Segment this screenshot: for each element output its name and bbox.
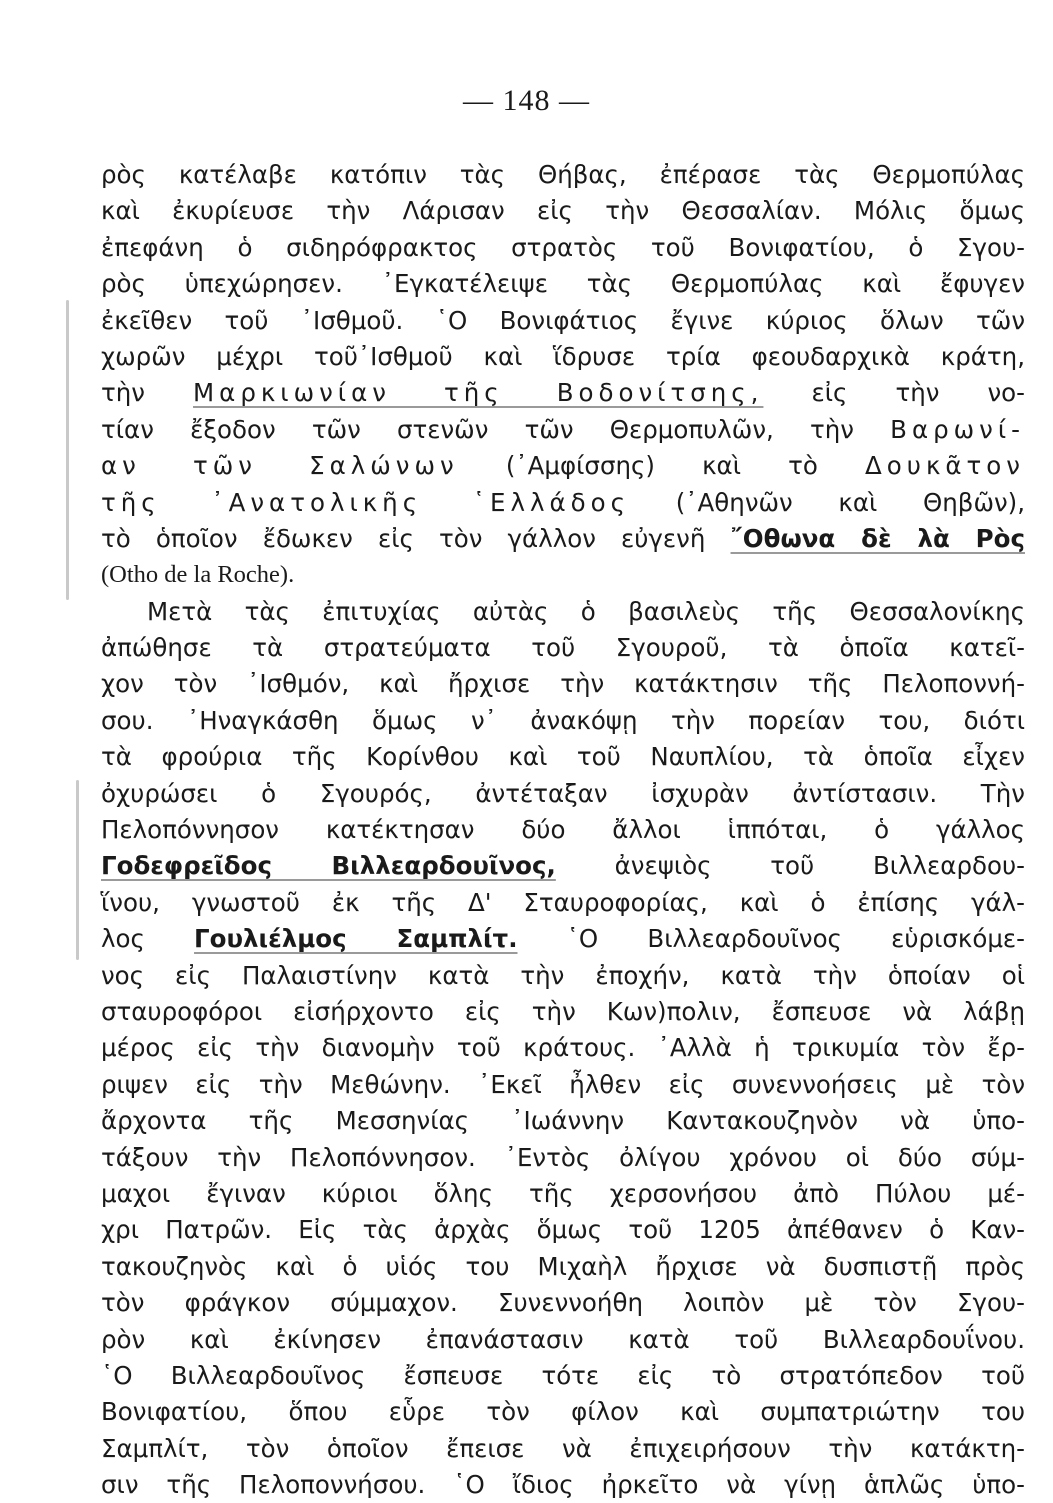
pencil-margin-mark (66, 300, 69, 600)
text-line: τὰ φρούρια τῆς Κορίνθου καὶ τοῦ Ναυπλίου, τὰ ὁποῖα εἶχεν (101, 742, 1025, 772)
text-run: λος (101, 924, 195, 954)
body-text (101, 157, 1025, 1503)
text-line: Σαμπλίτ, τὸν ὁποῖον ἔπεισε νὰ ἐπιχειρήσουν τὴν κατάκτη- (101, 1433, 1025, 1463)
text-line: καὶ ἐκυρίευσε τὴν Λάρισαν εἰς τὴν Θεσσαλίαν. Μόλις ὅμως (101, 196, 1025, 226)
text-line (101, 485, 1025, 521)
text-line: Πελοπόννησον κατέκτησαν δύο ἄλλοι ἱππόται, ὁ γάλλος (101, 815, 1025, 845)
text-line (101, 921, 1025, 957)
text-run: (᾿Αθηνῶν καὶ Θηβῶν), (630, 487, 1025, 517)
text-line (101, 375, 1025, 411)
state-name-baronia-cont: αν τῶν Σαλώνων (101, 451, 459, 481)
text-line: τὸν φράγκον σύμμαχον. Συνεννοήθη λοιπὸν μὲ τὸν Σγου- (101, 1288, 1025, 1318)
text-line: νος εἰς Παλαιστίνην κατὰ τὴν ἐποχήν, κατὰ τὴν ὁποίαν οἱ (101, 960, 1025, 990)
text-line: χον τὸν ᾿Ισθμόν, καὶ ἤρχισε τὴν κατάκτησιν τῆς Πελοποννή- (101, 669, 1025, 699)
text-run: τὴν (101, 378, 194, 408)
text-line: ἐκεῖθεν τοῦ ᾿Ισθμοῦ. ῾Ο Βονιφάτιος ἔγινε κύριος ὅλων τῶν (101, 305, 1025, 335)
name-godefroi: Γοδεφρεῖδος Βιλλεαρδουῖνος, (101, 851, 556, 881)
text-run: ῾Ο Βιλλεαρδουῖνος εὑρισκόμε- (517, 924, 1025, 954)
pencil-margin-mark (76, 780, 79, 960)
text-run: τίαν ἔξοδον τῶν στενῶν τῶν Θερμοπυλῶν, τὴν (101, 414, 891, 444)
text-line: μέρος εἰς τὴν διανομὴν τοῦ κράτους. ᾿Αλλὰ ἡ τρικυμία τὸν ἔρ- (101, 1033, 1025, 1063)
text-line: χρι Πατρῶν. Εἰς τὰς ἀρχὰς ὅμως τοῦ 1205 ἀπέθανεν ὁ Καν- (101, 1215, 1025, 1245)
text-line: σου. ᾿Ηναγκάσθη ὅμως ν᾿ ἀνακόψῃ τὴν πορείαν του, διότι (101, 705, 1025, 735)
state-name-doukaton-cont: τῆς ᾿Ανατολικῆς ῾Ελλάδος (101, 487, 631, 517)
text-line: ὀχυρώσει ὁ Σγουρός, ἀντέταξαν ἰσχυρὰν ἀντίστασιν. Τὴν (101, 778, 1025, 808)
text-run: ἀνεψιὸς τοῦ Βιλλεαρδου- (555, 851, 1026, 881)
text-line: ἐπεφάνη ὁ σιδηρόφρακτος στρατὸς τοῦ Βονιφατίου, ὁ Σγου- (101, 232, 1025, 262)
text-line: τακουζηνὸς καὶ ὁ υἱός του Μιχαὴλ ἤρχισε νὰ δυσπιστῇ πρὸς (101, 1251, 1025, 1281)
text-line: σιν τῆς Πελοποννήσου. ῾Ο ἴδιος ἠρκεῖτο νὰ γίνῃ ἁπλῶς ὑπο- (101, 1470, 1025, 1500)
text-line: ῾Ο Βιλλεαρδουῖνος ἔσπευσε τότε εἰς τὸ στρατόπεδον τοῦ (101, 1360, 1025, 1390)
text-line: τάξουν τὴν Πελοπόννησον. ᾿Εντὸς ὀλίγου χρόνου οἱ δύο σύμ- (101, 1142, 1025, 1172)
state-name-baronia: Βαρωνί- (890, 414, 1025, 444)
text-line: ρὸν καὶ ἐκίνησεν ἐπανάστασιν κατὰ τοῦ Βιλλεαρδουΐνου. (101, 1324, 1025, 1354)
text-line (101, 412, 1025, 448)
name-guillaume: Γουλιέλμος Σαμπλίτ. (194, 924, 518, 954)
text-line: ἀπώθησε τὰ στρατεύματα τοῦ Σγουροῦ, τὰ ὁποῖα κατεῖ- (101, 633, 1025, 663)
page-number: — 148 — (463, 84, 590, 117)
text-line (101, 521, 1025, 557)
text-line: Βονιφατίου, ὅπου εὗρε τὸν φίλον καὶ συμπατριώτην του (101, 1397, 1025, 1427)
text-run: (᾿Αμφίσσης) καὶ τὸ (458, 451, 866, 481)
text-line: ἄρχοντα τῆς Μεσσηνίας ᾿Ιωάννην Καντακουζηνὸν νὰ ὑπο- (101, 1106, 1025, 1136)
text-line: ριψεν εἰς τὴν Μεθώνην. ᾿Εκεῖ ἦλθεν εἰς συνεννοήσεις μὲ τὸν (101, 1069, 1025, 1099)
text-line: (Otho de la Roche). (101, 561, 295, 589)
text-line: σταυροφόροι εἰσήρχοντο εἰς τὴν Κων)πολιν, ἔσπευσε νὰ λάβῃ (101, 996, 1025, 1026)
name-otho: ῎Οθωνα δὲ λὰ Ρὸς (730, 523, 1025, 553)
state-name-markionia: Μαρκιωνίαν τῆς Βοδονίτσης, (193, 378, 764, 408)
text-run: τὸ ὁποῖον ἔδωκεν εἰς τὸν γάλλον εὐγενῆ (101, 523, 731, 553)
text-run: εἰς τὴν νο- (763, 378, 1025, 408)
text-line: Μετὰ τὰς ἐπιτυχίας αὐτὰς ὁ βασιλεὺς τῆς Θεσσαλονίκης (147, 596, 1025, 626)
text-line: ἵνου, γνωστοῦ ἐκ τῆς Δ' Σταυροφορίας, καὶ ὁ ἐπίσης γάλ- (101, 887, 1025, 917)
text-line (101, 848, 1025, 884)
text-line: ρὸς κατέλαβε κατόπιν τὰς Θήβας, ἐπέρασε τὰς Θερμοπύλας (101, 160, 1025, 189)
text-line: χωρῶν μέχρι τοῦ᾿Ισθμοῦ καὶ ἵδρυσε τρία φεουδαρχικὰ κράτη, (101, 341, 1025, 371)
text-line: μαχοι ἔγιναν κύριοι ὅλης τῆς χερσονήσου ἀπὸ Πύλου μέ- (101, 1178, 1025, 1208)
state-name-doukaton: Δουκᾶτον (865, 451, 1025, 481)
text-line (101, 448, 1025, 484)
text-line: ρὸς ὑπεχώρησεν. ᾿Εγκατέλειψε τὰς Θερμοπύλας καὶ ἔφυγεν (101, 269, 1025, 299)
